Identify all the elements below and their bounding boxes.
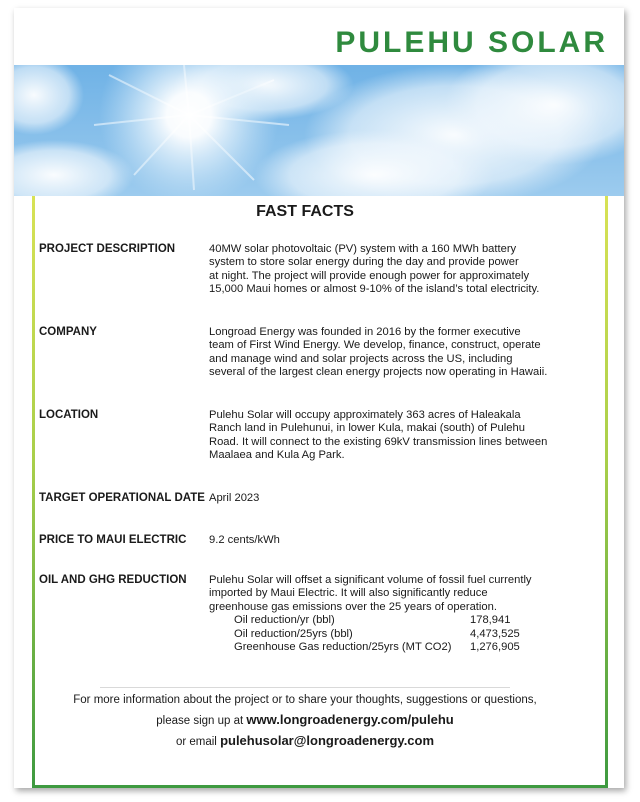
stat-label: Greenhouse Gas reduction/25yrs (MT CO2)	[234, 641, 452, 654]
footer-line-1: For more information about the project or to share your thoughts, suggestions or questions,	[73, 694, 537, 706]
stat-value: 178,941	[470, 614, 511, 627]
reduction-stats	[234, 614, 574, 654]
project-url-link[interactable]: www.longroadenergy.com/pulehu	[246, 712, 454, 727]
fact-label: PROJECT DESCRIPTION	[39, 243, 176, 255]
fact-label: OIL AND GHG REDUCTION	[39, 574, 187, 586]
contact-email-link[interactable]: pulehusolar@longroadenergy.com	[220, 733, 435, 748]
fact-value: April 2023	[209, 492, 260, 504]
fact-value: Longroad Energy was founded in 2016 by the former executive team of First Wind Energy. We develop, finance, construct, operate and manage wind and solar projects across the US, including several of the largest clean energy projects now operating in Hawaii.	[209, 326, 548, 379]
contact-footer	[0, 691, 610, 752]
fact-value: 40MW solar photovoltaic (PV) system with a 160 MWh battery system to store solar energy during the day and provide power at night. The project will provide enough power for approximately 15,000 Maui homes or almost 9-10% of the island’s total electricity.	[209, 243, 540, 296]
stat-label: Oil reduction/25yrs (bbl)	[234, 627, 353, 640]
fact-label: PRICE TO MAUI ELECTRIC	[39, 534, 187, 546]
page-title: FAST FACTS	[256, 203, 354, 220]
stat-label: Oil reduction/yr (bbl)	[234, 614, 335, 627]
footer-line-3: or email pulehusolar@longroadenergy.com	[175, 733, 435, 748]
stat-value: 4,473,525	[470, 627, 520, 640]
fact-value: Pulehu Solar will occupy approximately 363 acres of Haleakala Ranch land in Pulehunui, in lower Kula, makai (south) of Pulehu Road. It will connect to the existing 69kV transmission lines between Maalaea and Kula Ag Park.	[209, 409, 548, 462]
sky-banner-image	[14, 65, 624, 196]
footer-line-2: please sign up at www.longroadenergy.com/pulehu	[156, 712, 454, 727]
fact-label: TARGET OPERATIONAL DATE	[39, 492, 205, 504]
stat-row	[234, 614, 574, 627]
fact-value: 9.2 cents/kWh	[209, 534, 280, 546]
footer-divider	[100, 687, 510, 688]
stat-row	[234, 641, 574, 654]
stat-row	[234, 628, 574, 641]
brand-logo-text: PULEHU SOLAR	[335, 26, 608, 59]
fact-label: LOCATION	[39, 409, 99, 421]
fact-value: Pulehu Solar will offset a significant volume of fossil fuel currently imported by Maui Electric. It will also significantly reduce greenhouse gas emissions over the 25 years of operation. Oil reduction/yr (bbl) 178,941 Oil reduction/25yrs (bbl) 4,473,525 Greenhouse Gas reduction/25yrs (MT CO2) 1,276,905	[209, 574, 574, 654]
stat-value: 1,276,905	[470, 641, 520, 654]
fact-label: COMPANY	[39, 326, 97, 338]
fact-sheet	[14, 8, 624, 788]
